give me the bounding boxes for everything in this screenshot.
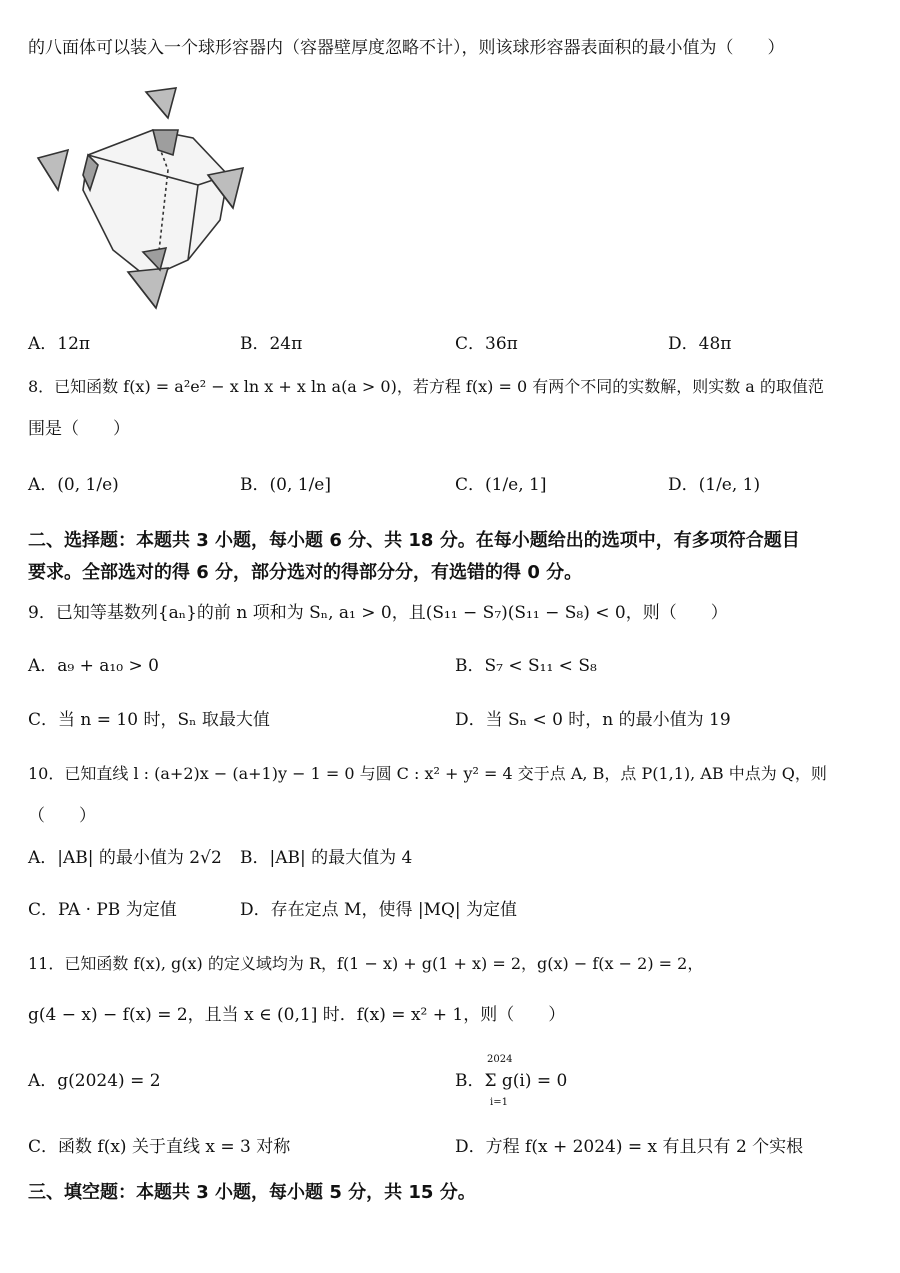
q8-option-c: C．(1/e, 1] bbox=[455, 475, 547, 495]
q11-option-b: B．Σ g(i) = 0 bbox=[455, 1071, 568, 1091]
q10-stem-line2: （ ） bbox=[28, 806, 96, 826]
q11-option-d: D．方程 f(x + 2024) = x 有且只有 2 个实根 bbox=[455, 1137, 804, 1157]
q9-option-d: D．当 Sₙ < 0 时，n 的最小值为 19 bbox=[455, 710, 731, 730]
q10-stem-line1: 10．已知直线 l : (a+2)x − (a+1)y − 1 = 0 与圆 C : x² + y² = 4 交于点 A, B，点 P(1,1), AB 中点为 Q，则 bbox=[28, 764, 827, 783]
q8-option-b: B．(0, 1/e] bbox=[240, 475, 331, 495]
q9-option-b: B．S₇ < S₁₁ < S₈ bbox=[455, 656, 597, 676]
q10-option-b: B．|AB| 的最大值为 4 bbox=[240, 848, 413, 868]
q11-option-c: C．函数 f(x) 关于直线 x = 3 对称 bbox=[28, 1137, 291, 1157]
q7-option-d: D．48π bbox=[668, 334, 732, 354]
q7-option-b: B．24π bbox=[240, 334, 303, 354]
q11-sum-lower: i=1 bbox=[490, 1097, 508, 1108]
left-tetrahedron bbox=[38, 150, 68, 190]
q9-option-c: C．当 n = 10 时，Sₙ 取最大值 bbox=[28, 710, 270, 730]
q11-sum-upper: 2024 bbox=[487, 1054, 513, 1065]
q7-option-c: C．36π bbox=[455, 334, 518, 354]
q9-option-a: A．a₉ + a₁₀ > 0 bbox=[28, 656, 159, 676]
q10-option-a: A．|AB| 的最小值为 2√2 bbox=[28, 848, 222, 868]
q8-option-a: A．(0, 1/e) bbox=[28, 475, 119, 495]
section-2-heading-line1: 二、选择题：本题共 3 小题，每小题 6 分、共 18 分。在每小题给出的选项中，有多项符合题目 bbox=[28, 530, 800, 551]
q11-option-a: A．g(2024) = 2 bbox=[28, 1071, 161, 1091]
q8-option-d: D．(1/e, 1) bbox=[668, 475, 761, 495]
top-tetrahedron bbox=[146, 88, 176, 118]
octahedron-figure bbox=[28, 80, 268, 320]
q7-option-a: A．12π bbox=[28, 334, 91, 354]
q9-stem: 9．已知等基数列{aₙ}的前 n 项和为 Sₙ, a₁ > 0，且(S₁₁ − S₇)(S₁₁ − S₈) < 0，则（ ） bbox=[28, 603, 728, 623]
bottom-tetrahedron bbox=[128, 268, 168, 308]
section-3-heading: 三、填空题：本题共 3 小题，每小题 5 分，共 15 分。 bbox=[28, 1182, 476, 1203]
q10-option-c: C．PA · PB 为定值 bbox=[28, 900, 177, 920]
section-2-heading-line2: 要求。全部选对的得 6 分，部分选对的得部分分，有选错的得 0 分。 bbox=[28, 562, 583, 583]
q11-stem-line1: 11．已知函数 f(x), g(x) 的定义域均为 R，f(1 − x) + g(1 + x) = 2，g(x) − f(x − 2) = 2， bbox=[28, 954, 704, 973]
q8-stem-line2: 围是（ ） bbox=[28, 419, 130, 439]
q7-stem: 的八面体可以装入一个球形容器内（容器壁厚度忽略不计），则该球形容器表面积的最小值为（ ） bbox=[28, 38, 785, 58]
q8-stem-line1: 8．已知函数 f(x) = a²e² − x ln x + x ln a(a > 0)，若方程 f(x) = 0 有两个不同的实数解，则实数 a 的取值范 bbox=[28, 377, 824, 396]
q10-option-d: D．存在定点 M，使得 |MQ| 为定值 bbox=[240, 900, 518, 920]
q11-stem-line2: g(4 − x) − f(x) = 2，且当 x ∈ (0,1] 时．f(x) = x² + 1，则（ ） bbox=[28, 1005, 566, 1025]
